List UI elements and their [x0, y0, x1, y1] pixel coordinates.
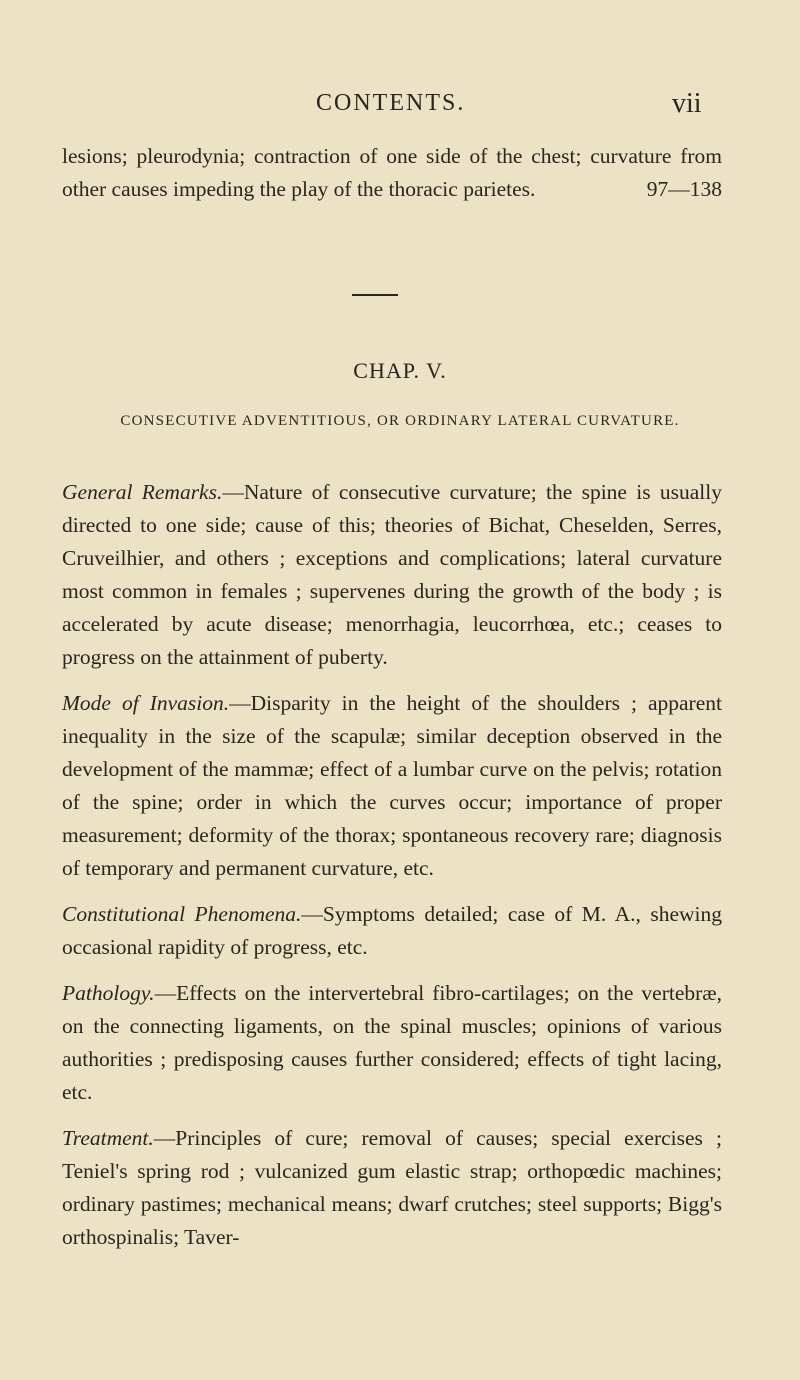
section-title: Treatment.: [62, 1126, 154, 1150]
chapter-heading: CHAP. V.: [353, 358, 447, 383]
chapter-subtitle: CONSECUTIVE ADVENTITIOUS, OR ORDINARY LATERAL CURVATURE.: [120, 413, 680, 429]
section-text: —Symptoms detailed; case of M. A., shewing occasional rapidity of progress, etc.: [62, 902, 722, 959]
page-number: vii: [672, 88, 702, 119]
section-title: Constitutional Phenomena.: [62, 902, 302, 926]
carryover-text: lesions; pleurodynia; contraction of one side of the chest; curvature from other causes impeding the play of the thoracic parietes.: [62, 144, 722, 201]
section-pathology: [62, 977, 722, 1109]
section-text: —Nature of consecutive curvature; the spine is usually directed to one side; cause of this; theories of Bichat, Cheselden, Serres, Cruveilhier, and others ; exceptions and complications; lateral curvature most common in females ; supervenes during the growth of the body ; is accelerated by acute disease; menorrhagia, leucorrhœa, etc.; ceases to progress on the attainment of puberty.: [62, 480, 722, 669]
section-text: —Effects on the intervertebral fibro-cartilages; on the vertebræ, on the connecting ligaments, on the spinal muscles; opinions of various authorities ; predisposing causes further considered; effects of tight lacing, etc.: [62, 981, 722, 1104]
section-general-remarks: [62, 476, 722, 674]
carryover-paragraph: [62, 140, 722, 206]
section-treatment: [62, 1122, 722, 1254]
running-title: CONTENTS.: [316, 90, 466, 116]
section-text: —Disparity in the height of the shoulders ; apparent inequality in the size of the scapulæ; similar deception observed in the development of the mammæ; effect of a lumbar curve on the pelvis; rotation of the spine; order in which the curves occur; importance of proper measurement; deformity of the thorax; spontaneous recovery rare; diagnosis of temporary and permanent curvature, etc.: [62, 691, 722, 880]
divider-rule: [352, 294, 398, 296]
running-head: [0, 88, 800, 128]
section-title: Pathology.: [62, 981, 155, 1005]
chapter-sections: [62, 476, 722, 1254]
section-mode-of-invasion: [62, 687, 722, 885]
section-title: Mode of Invasion.: [62, 691, 230, 715]
page-range: 97—138: [646, 177, 722, 201]
section-text: —Principles of cure; removal of causes; special exercises ; Teniel's spring rod ; vulcanized gum elastic strap; orthopœdic machines; ordinary pastimes; mechanical means; dwarf crutches; steel supports; Bigg's orthospinalis; Taver-: [62, 1126, 722, 1249]
section-constitutional-phenomena: [62, 898, 722, 964]
section-title: General Remarks.: [62, 480, 223, 504]
